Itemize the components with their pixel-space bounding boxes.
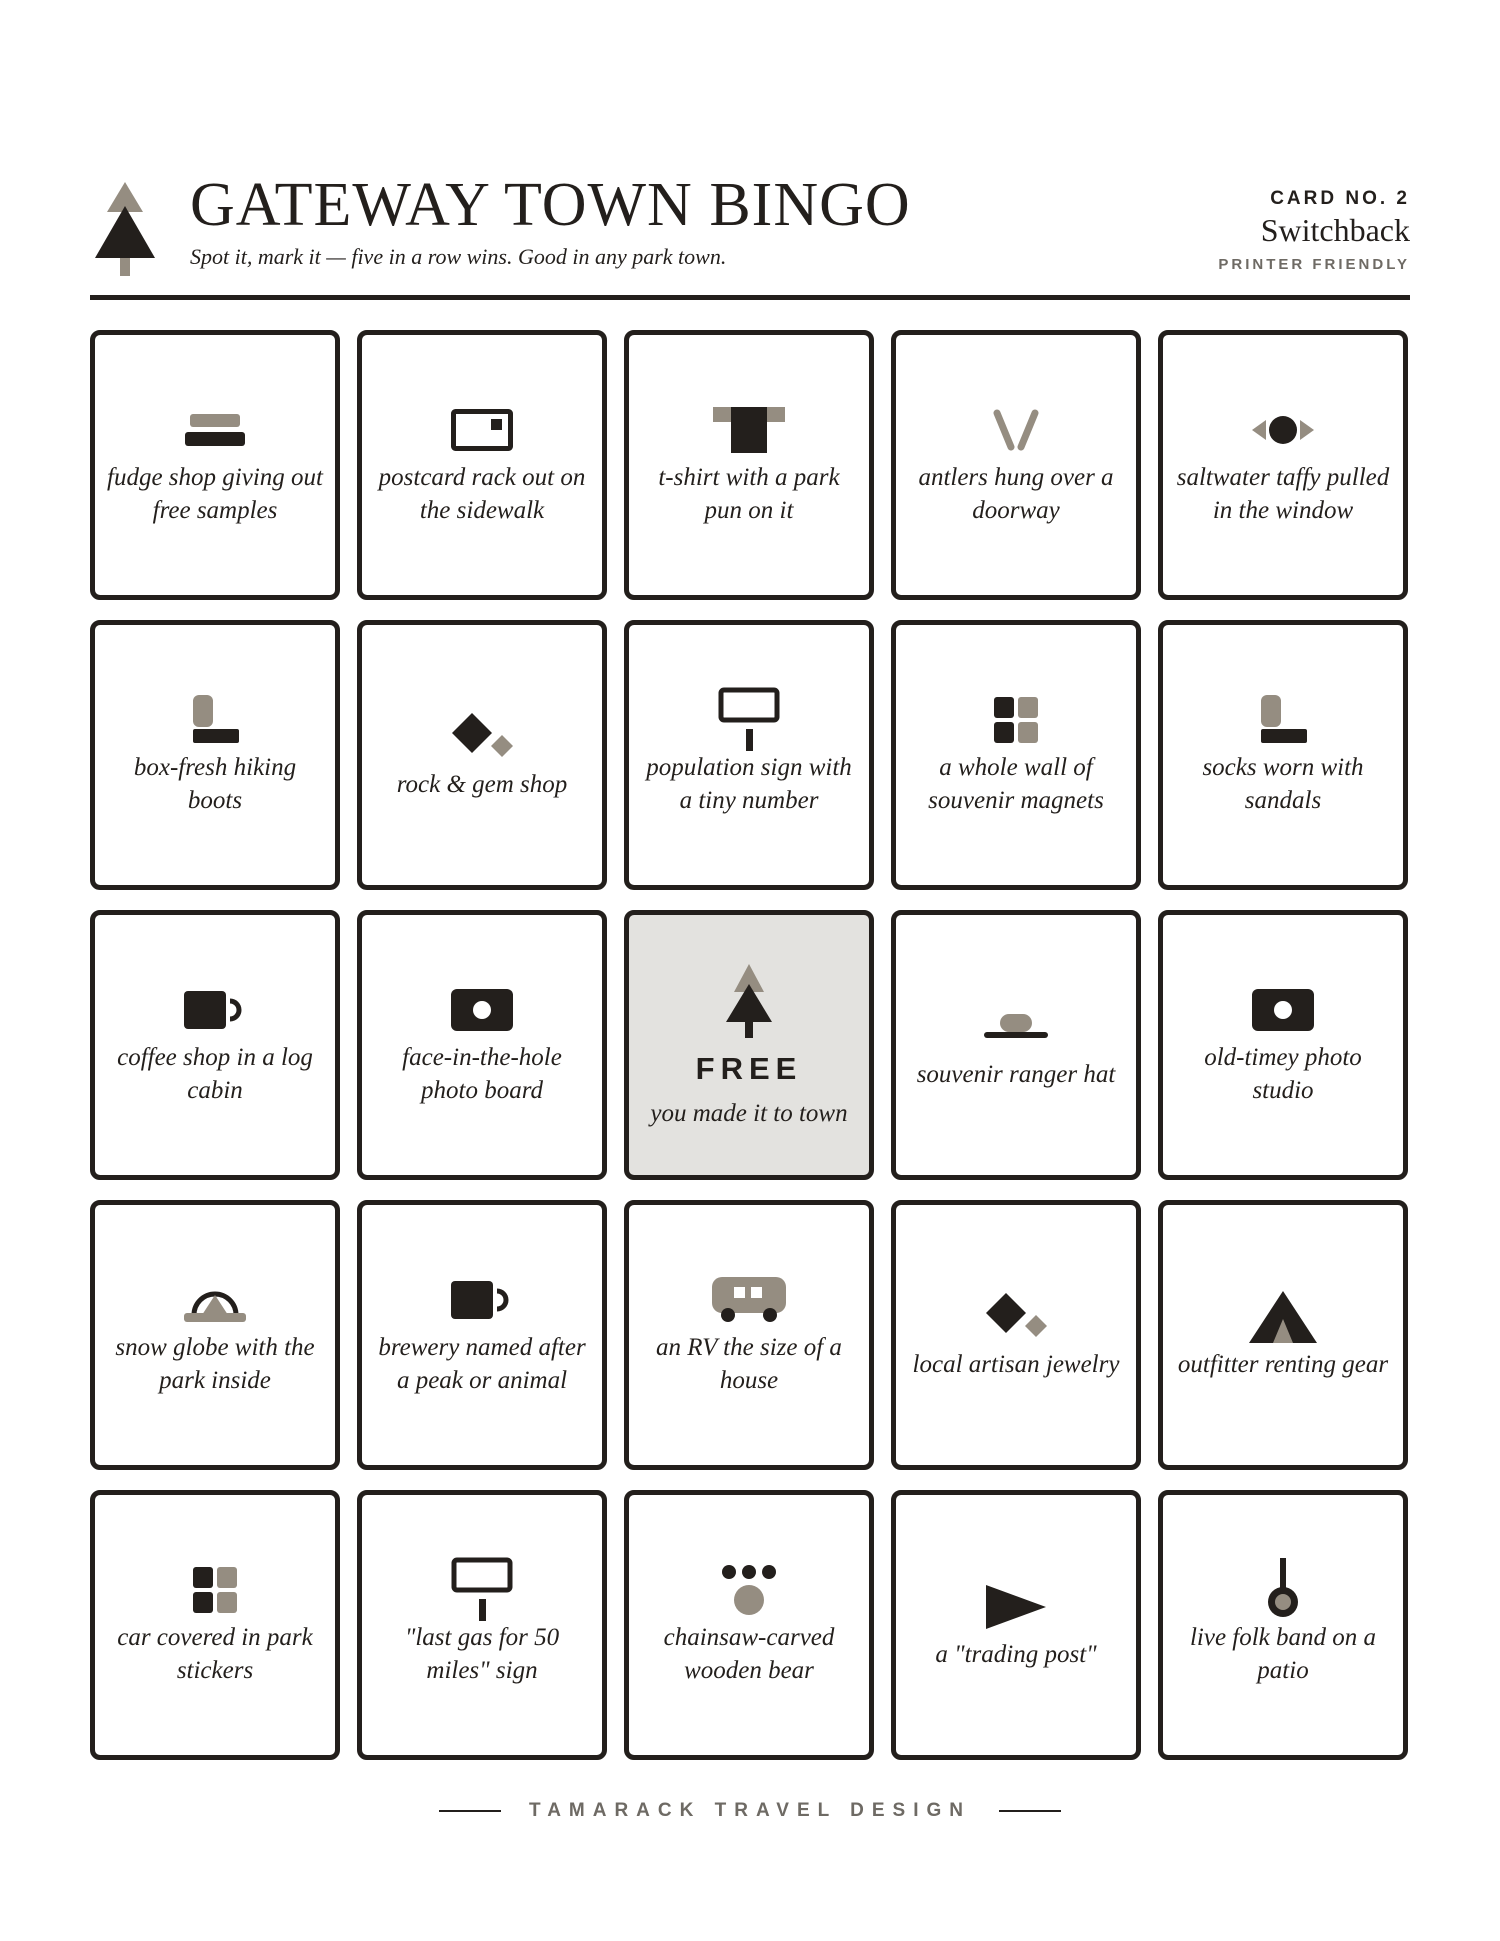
card-info: [1218, 188, 1410, 273]
cell-label: outfitter renting gear: [1177, 1350, 1389, 1378]
gem-icon: [448, 710, 516, 764]
cell-label: chainsaw-carved wooden bear: [663, 1624, 835, 1684]
bingo-cell[interactable]: [90, 910, 340, 1180]
bingo-cell[interactable]: [90, 330, 340, 600]
camera-icon: [451, 983, 513, 1037]
cell-label: antlers hung over a doorway: [918, 464, 1114, 524]
cell-label: live folk band on a patio: [1189, 1624, 1377, 1684]
bingo-cell[interactable]: [624, 620, 874, 890]
card-name: Switchback: [1260, 212, 1410, 248]
footer-rule-left: [439, 1810, 501, 1812]
cell-label: t-shirt with a park pun on it: [658, 464, 840, 524]
cell-label: face-in-the-hole photo board: [402, 1044, 562, 1104]
bingo-cell[interactable]: [357, 910, 607, 1180]
bingo-cell[interactable]: [624, 1490, 874, 1760]
tree-logo-icon: [90, 180, 160, 280]
rv-icon: [712, 1273, 786, 1327]
cell-label: socks worn with sandals: [1202, 754, 1364, 814]
cell-label: an RV the size of a house: [656, 1334, 842, 1394]
bingo-cell[interactable]: [1158, 330, 1408, 600]
bingo-cell[interactable]: [357, 1490, 607, 1760]
fudge-icon: [185, 403, 245, 457]
bingo-cell[interactable]: [624, 330, 874, 600]
magnets-icon: [193, 1563, 237, 1617]
sign-icon: [718, 693, 780, 747]
page-title: GATEWAY TOWN BINGO: [190, 171, 911, 239]
bingo-cell[interactable]: [90, 620, 340, 890]
guitar-icon: [1263, 1563, 1303, 1617]
bingo-cell[interactable]: [891, 620, 1141, 890]
bingo-cell[interactable]: [891, 330, 1141, 600]
footer: [0, 1800, 1500, 1822]
cell-label: fudge shop giving out free samples: [107, 464, 323, 524]
bingo-cell[interactable]: [1158, 910, 1408, 1180]
cell-label: snow globe with the park inside: [115, 1334, 315, 1394]
cell-label: rock & gem shop: [396, 770, 568, 798]
tree-icon: [724, 961, 774, 1041]
snow-globe-icon: [184, 1273, 246, 1327]
taffy-icon: [1252, 403, 1314, 457]
cell-label: coffee shop in a log cabin: [117, 1044, 313, 1104]
antlers-icon: [991, 403, 1041, 457]
gem-icon: [982, 1290, 1050, 1344]
cell-label: a "trading post": [935, 1640, 1097, 1668]
cell-label: old-timey photo studio: [1204, 1044, 1362, 1104]
bingo-cell[interactable]: [891, 1490, 1141, 1760]
mug-icon: [184, 983, 246, 1037]
magnets-icon: [994, 693, 1038, 747]
bingo-cell[interactable]: [624, 1200, 874, 1470]
bingo-cell[interactable]: [1158, 1490, 1408, 1760]
header: [90, 170, 1410, 298]
free-space-title: FREE: [695, 1050, 803, 1086]
cell-label: brewery named after a peak or animal: [378, 1334, 586, 1394]
cell-label: you made it to town: [650, 1099, 848, 1127]
bingo-cell[interactable]: [357, 1200, 607, 1470]
cell-label: box-fresh hiking boots: [133, 754, 297, 814]
boot-icon: [191, 693, 239, 747]
cell-label: postcard rack out on the sidewalk: [378, 464, 586, 524]
bingo-cell[interactable]: [1158, 620, 1408, 890]
cell-label: car covered in park stickers: [117, 1624, 313, 1684]
paw-icon: [721, 1563, 777, 1617]
sock-icon: [1259, 693, 1307, 747]
tshirt-icon: [713, 403, 785, 457]
cell-label: local artisan jewelry: [912, 1350, 1120, 1378]
sign-icon: [451, 1563, 513, 1617]
page-subtitle: Spot it, mark it — five in a row wins. Good in any park town.: [190, 244, 727, 269]
bingo-cell[interactable]: [357, 330, 607, 600]
bingo-cell[interactable]: [90, 1490, 340, 1760]
cell-label: saltwater taffy pulled in the window: [1176, 464, 1390, 524]
printer-friendly-badge: PRINTER FRIENDLY: [1218, 256, 1410, 273]
footer-credit: TAMARACK TRAVEL DESIGN: [529, 1800, 971, 1821]
bingo-cell[interactable]: [1158, 1200, 1408, 1470]
bingo-cell[interactable]: [891, 910, 1141, 1180]
camera-icon: [1252, 983, 1314, 1037]
cell-label: "last gas for 50 miles" sign: [404, 1624, 560, 1684]
bingo-cell[interactable]: [90, 1200, 340, 1470]
cell-label: population sign with a tiny number: [646, 754, 852, 814]
bingo-grid: [90, 330, 1410, 1760]
card-number: CARD NO. 2: [1270, 188, 1410, 209]
bingo-cell[interactable]: [891, 1200, 1141, 1470]
hat-icon: [984, 1000, 1048, 1054]
tent-icon: [1247, 1290, 1319, 1344]
cell-label: a whole wall of souvenir magnets: [928, 754, 1104, 814]
bingo-cell-free[interactable]: [624, 910, 874, 1180]
mug-icon: [451, 1273, 513, 1327]
bingo-cell[interactable]: [357, 620, 607, 890]
pennant-icon: [984, 1580, 1048, 1634]
postcard-icon: [451, 403, 513, 457]
header-divider: [90, 295, 1410, 300]
cell-label: souvenir ranger hat: [916, 1060, 1116, 1088]
footer-rule-right: [999, 1810, 1061, 1812]
